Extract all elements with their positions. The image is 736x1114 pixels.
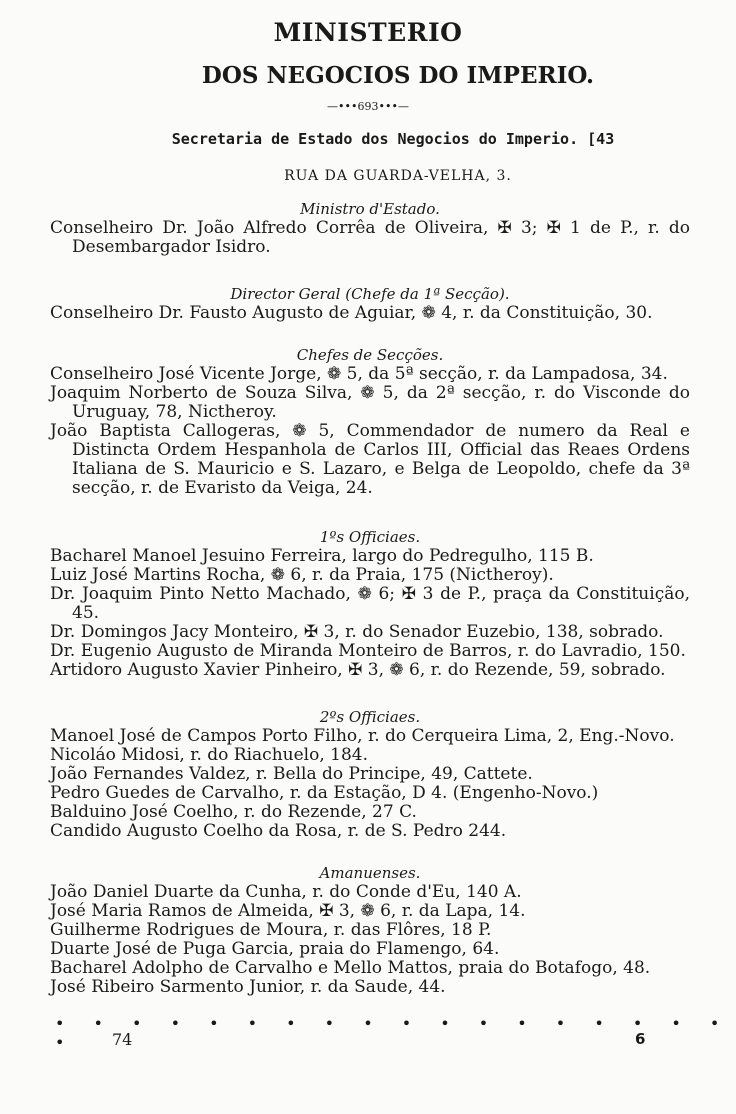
list-entry: João Fernandes Valdez, r. Bella do Principe, 49, Cattete. bbox=[50, 764, 533, 784]
group-heading: 2ºs Officiaes. bbox=[319, 708, 421, 726]
group-amanuenses bbox=[50, 864, 690, 997]
group-1-officiaes bbox=[50, 528, 690, 680]
list-entry: Conselheiro Dr. Fausto Augusto de Aguiar, ❁ 4, r. da Constituição, 30. bbox=[50, 303, 653, 323]
list-entry: Dr. Joaquim Pinto Netto Machado, ❁ 6; ✠ 3 de P., praça da Constituição, 45. bbox=[50, 584, 690, 623]
group-director bbox=[50, 285, 690, 323]
section-heading: Secretaria de Estado dos Negocios do Imperio. [43 bbox=[171, 130, 615, 148]
list-entry: Dr. Eugenio Augusto de Miranda Monteiro de Barros, r. do Lavradio, 150. bbox=[50, 641, 686, 661]
address-line: RUA DA GUARDA-VELHA, 3. bbox=[284, 168, 512, 184]
group-heading: Ministro d'Estado. bbox=[300, 200, 440, 218]
list-entry: Pedro Guedes de Carvalho, r. da Estação, D 4. (Engenho-Novo.) bbox=[50, 783, 599, 803]
list-entry: Candido Augusto Coelho da Rosa, r. de S. Pedro 244. bbox=[50, 821, 507, 841]
list-entry: José Ribeiro Sarmento Junior, r. da Saude, 44. bbox=[50, 977, 446, 997]
list-entry: Bacharel Adolpho de Carvalho e Mello Mattos, praia do Botafogo, 48. bbox=[50, 958, 651, 978]
dotted-leader: • • • • • • • • • • • • • • • • • • • bbox=[55, 1014, 732, 1052]
page-number-right: 6 bbox=[635, 1030, 646, 1048]
list-entry: Guilherme Rodrigues de Moura, r. das Flôres, 18 P. bbox=[50, 920, 492, 940]
list-entry: João Baptista Callogeras, ❁ 5, Commendador de numero da Real e Distincta Ordem Hespanhola de Carlos III, Official das Reaes Ordens Italiana de S. Mauricio e S. Lazaro, e Belga de Leopoldo, chefe da 3ª secção, r. de Evaristo da Veiga, 24. bbox=[50, 421, 690, 498]
ornament-divider: —•••693•••— bbox=[327, 100, 409, 113]
page-number-left: 74 bbox=[112, 1030, 133, 1049]
list-entry: Nicoláo Midosi, r. do Riachuelo, 184. bbox=[50, 745, 368, 765]
list-entry: Conselheiro Dr. João Alfredo Corrêa de Oliveira, ✠ 3; ✠ 1 de P., r. do Desembargador Isidro. bbox=[50, 218, 690, 257]
list-entry: José Maria Ramos de Almeida, ✠ 3, ❁ 6, r. da Lapa, 14. bbox=[50, 901, 526, 921]
list-entry: Manoel José de Campos Porto Filho, r. do Cerqueira Lima, 2, Eng.-Novo. bbox=[50, 726, 675, 746]
list-entry: Luiz José Martins Rocha, ❁ 6, r. da Praia, 175 (Nictheroy). bbox=[50, 565, 554, 585]
group-heading: Director Geral (Chefe da 1ª Secção). bbox=[230, 285, 510, 303]
group-2-officiaes bbox=[50, 708, 690, 841]
group-ministro bbox=[50, 200, 690, 257]
group-chefes bbox=[50, 346, 690, 498]
list-entry: Dr. Domingos Jacy Monteiro, ✠ 3, r. do Senador Euzebio, 138, sobrado. bbox=[50, 622, 664, 642]
page-title: MINISTERIO bbox=[273, 18, 463, 47]
list-entry: Conselheiro José Vicente Jorge, ❁ 5, da 5ª secção, r. da Lampadosa, 34. bbox=[50, 364, 668, 384]
page-subtitle: DOS NEGOCIOS DO IMPERIO. bbox=[201, 62, 595, 89]
list-entry: Bacharel Manoel Jesuino Ferreira, largo do Pedregulho, 115 B. bbox=[50, 546, 594, 566]
group-heading: 1ºs Officiaes. bbox=[319, 528, 421, 546]
list-entry: Duarte José de Puga Garcia, praia do Flamengo, 64. bbox=[50, 939, 500, 959]
list-entry: Artidoro Augusto Xavier Pinheiro, ✠ 3, ❁ 6, r. do Rezende, 59, sobrado. bbox=[50, 660, 666, 680]
list-entry: Joaquim Norberto de Souza Silva, ❁ 5, da 2ª secção, r. do Visconde do Uruguay, 78, Nictheroy. bbox=[50, 383, 690, 422]
list-entry: João Daniel Duarte da Cunha, r. do Conde d'Eu, 140 A. bbox=[50, 882, 522, 902]
group-heading: Chefes de Secções. bbox=[296, 346, 444, 364]
group-heading: Amanuenses. bbox=[319, 864, 421, 882]
list-entry: Balduino José Coelho, r. do Rezende, 27 C. bbox=[50, 802, 417, 822]
